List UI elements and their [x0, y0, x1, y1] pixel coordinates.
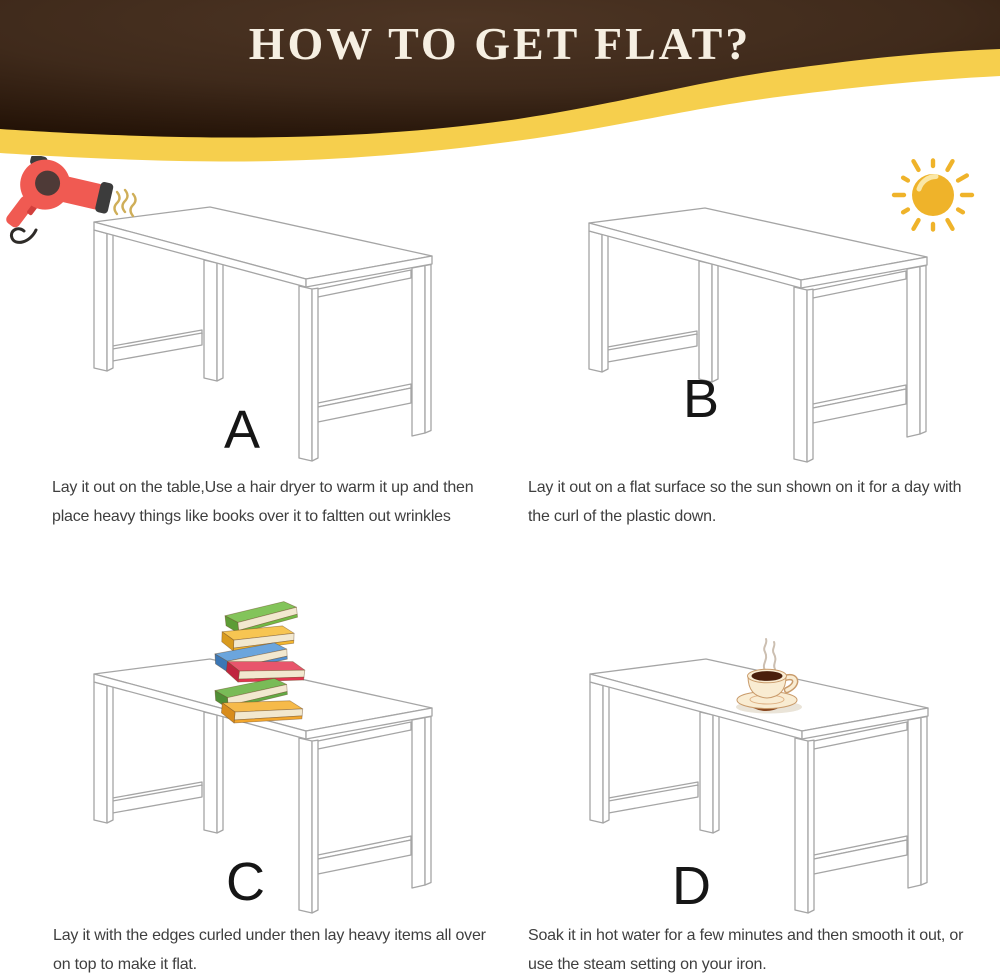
heat-waves — [115, 190, 136, 216]
caption-d — [528, 921, 963, 974]
caption-c-line-1: Lay it with the edges curled under then lay heavy items all over — [53, 927, 486, 944]
caption-d-line-1: Soak it in hot water for a few minutes and then smooth it out, or — [528, 927, 964, 944]
dryer-cord — [11, 229, 36, 243]
books-stack-icon — [213, 596, 315, 732]
coffee-steam — [764, 639, 776, 670]
caption-c-line-2: on top to make it flat. — [53, 956, 197, 973]
sun-icon — [888, 150, 978, 242]
caption-a — [52, 473, 473, 531]
coffee-cup-icon — [723, 636, 817, 728]
panel-letter-d: D — [672, 856, 711, 916]
panel-letter-c: C — [226, 852, 265, 912]
panel-letter-a: A — [224, 400, 261, 460]
caption-b — [528, 473, 961, 531]
caption-a-line-1: Lay it out on the table,Use a hair dryer to warm it up and then — [52, 479, 474, 496]
caption-c — [53, 921, 486, 974]
table-illustration-b — [577, 199, 937, 479]
page-title: HOW TO GET FLAT? — [248, 18, 752, 69]
caption-a-line-2: place heavy things like books over it to faltten out wrinkles — [52, 508, 451, 525]
caption-d-line-2: use the steam setting on your iron. — [528, 956, 767, 973]
caption-b-line-2: the curl of the plastic down. — [528, 508, 717, 525]
hair-dryer-icon — [0, 156, 140, 246]
caption-b-line-1: Lay it out on a flat surface so the sun shown on it for a day with — [528, 479, 962, 496]
panel-letter-b: B — [683, 369, 720, 429]
